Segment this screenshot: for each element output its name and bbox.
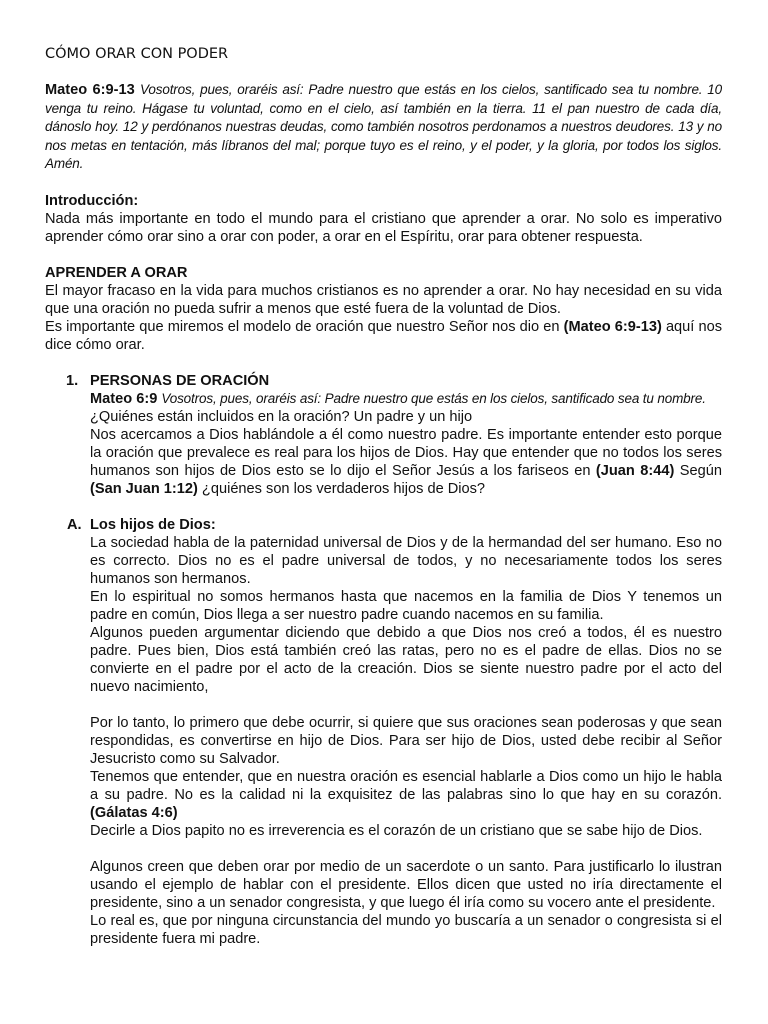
intro-verse-ref: Mateo 6:9-13 [45, 82, 135, 98]
section-a-paragraph-3: Algunos pueden argumentar diciendo que debido a que Dios nos creó a todos, él es nuestro padre. Pues bien, Dios está también creó las ratas, pero no es el padre de ellas. Dios no se convierte en el padre por el acto de la creación. Dios se siente nuestro padre por el acto del nuevo nacimiento, [90, 625, 722, 695]
section-1-heading: PERSONAS DE ORACIÓN [90, 372, 270, 389]
section-a-paragraph-8: Lo real es, que por ninguna circunstancia del mundo yo buscaría a un senador o congresista si el presidente fuera mi padre. [90, 913, 722, 947]
section-a-paragraph-5 [90, 768, 722, 822]
section-a-paragraph-4: Por lo tanto, lo primero que debe ocurrir, si quiere que sus oraciones sean poderosas y que sean respondidas, es convertirse en hijo de Dios. Para ser hijo de Dios, usted debe recibir al Señor Jesucristo como su Salvador. [90, 715, 722, 767]
section-a-marker: A. [67, 517, 82, 533]
section-1-p-before: Nos acercamos a Dios hablándole a él como nuestro padre. Es importante entender esto porque la oración que prevalece es real para los hijos de Dios. Hay que entender que no todos los seres humanos son hijos de Dios esto se lo dijo el Señor Jesús a los fariseos en [90, 427, 722, 479]
document-title: CÓMO ORAR CON PODER [45, 46, 229, 62]
section-1 [45, 372, 722, 499]
section-1-verse [90, 390, 722, 409]
introduccion-text: Nada más importante en todo el mundo para el cristiano que aprender a orar. No solo es imperativo aprender cómo orar sino a orar con poder, a orar en el Espíritu, orar para obtener respuesta. [45, 210, 722, 245]
section-1-paragraph [90, 426, 722, 498]
section-a-paragraph-7: Algunos creen que deben orar por medio de un sacerdote o un santo. Para justificarlo lo ilustran usando el ejemplo de hablar con el presidente. Ellos dicen que usted no iría directamente el presidente, sino a un senador congresista, y que luego él iría como su vocero ante el presidente. [90, 859, 722, 911]
aprender-p2-before: Es importante que miremos el modelo de oración que nuestro Señor nos dio en [45, 318, 564, 335]
intro-verse [45, 81, 722, 174]
intro-verse-text: Vosotros, pues, oraréis así: Padre nuestro que estás en los cielos, santificado sea tu nombre. 10 venga tu reino. Hágase tu voluntad, como en el cielo, así también en la tierra. 11 el pan nuestro de cada día, dánoslo hoy. 12 y perdónanos nuestras deudas, como también nosotros perdonamos a nuestros deudores. 13 y no nos metas en tentación, más líbranos del mal; porque tuyo es el reino, y el poder, y la gloria, por todos los siglos. Amén. [45, 82, 722, 171]
section-a-p5-ref: (Gálatas 4:6) [90, 805, 178, 821]
section-a-paragraph-6: Decirle a Dios papito no es irreverencia es el corazón de un cristiano que se sabe hijo de Dios. [90, 823, 703, 839]
section-a-p5-before: Tenemos que entender, que en nuestra oración es esencial hablarle a Dios como un hijo le habla a su padre. No es la calidad ni la exquisitez de las palabras sino lo que hay en su corazón. [90, 769, 722, 803]
section-a-paragraph-1: La sociedad habla de la paternidad universal de Dios y de la hermandad del ser humano. Eso no es correcto. Dios no es el padre universal de todos, y no necesariamente todos los seres humanos son hermanos. [90, 535, 722, 587]
section-1-ref2: (San Juan 1:12) [90, 481, 198, 497]
section-a-heading: Los hijos de Dios: [90, 517, 216, 533]
section-1-question: ¿Quiénes están incluidos en la oración? Un padre y un hijo [90, 409, 473, 425]
section-a-paragraph-2: En lo espiritual no somos hermanos hasta que nacemos en la familia de Dios Y tenemos un padre en común, Dios llega a ser nuestro padre cuando nacemos en su familia. [90, 589, 722, 623]
section-1-p-mid: Según [674, 463, 722, 479]
section-1-verse-ref: Mateo 6:9 [90, 390, 158, 407]
section-1-p-after: ¿quiénes son los verdaderos hijos de Dios? [197, 481, 486, 497]
section-a [45, 516, 722, 948]
section-1-verse-text: Vosotros, pues, oraréis así: Padre nuestro que estás en los cielos, santificado sea tu nombre. [161, 390, 706, 406]
aprender-heading: APRENDER A ORAR [45, 264, 188, 281]
section-1-ref1: (Juan 8:44) [595, 463, 675, 479]
aprender-paragraph-2 [45, 318, 722, 354]
introduccion-heading: Introducción: [45, 192, 139, 209]
section-1-marker: 1. [66, 372, 79, 389]
aprender-paragraph-1: El mayor fracaso en la vida para muchos cristianos es no aprender a orar. No hay necesidad en su vida que una oración no pueda sufrir a menos que esté fuera de la voluntad de Dios. [45, 282, 722, 317]
aprender-p2-ref: (Mateo 6:9-13) [563, 318, 662, 335]
document-page [45, 44, 722, 948]
aprender-p2-after: aquí nos dice cómo orar. [45, 318, 723, 353]
